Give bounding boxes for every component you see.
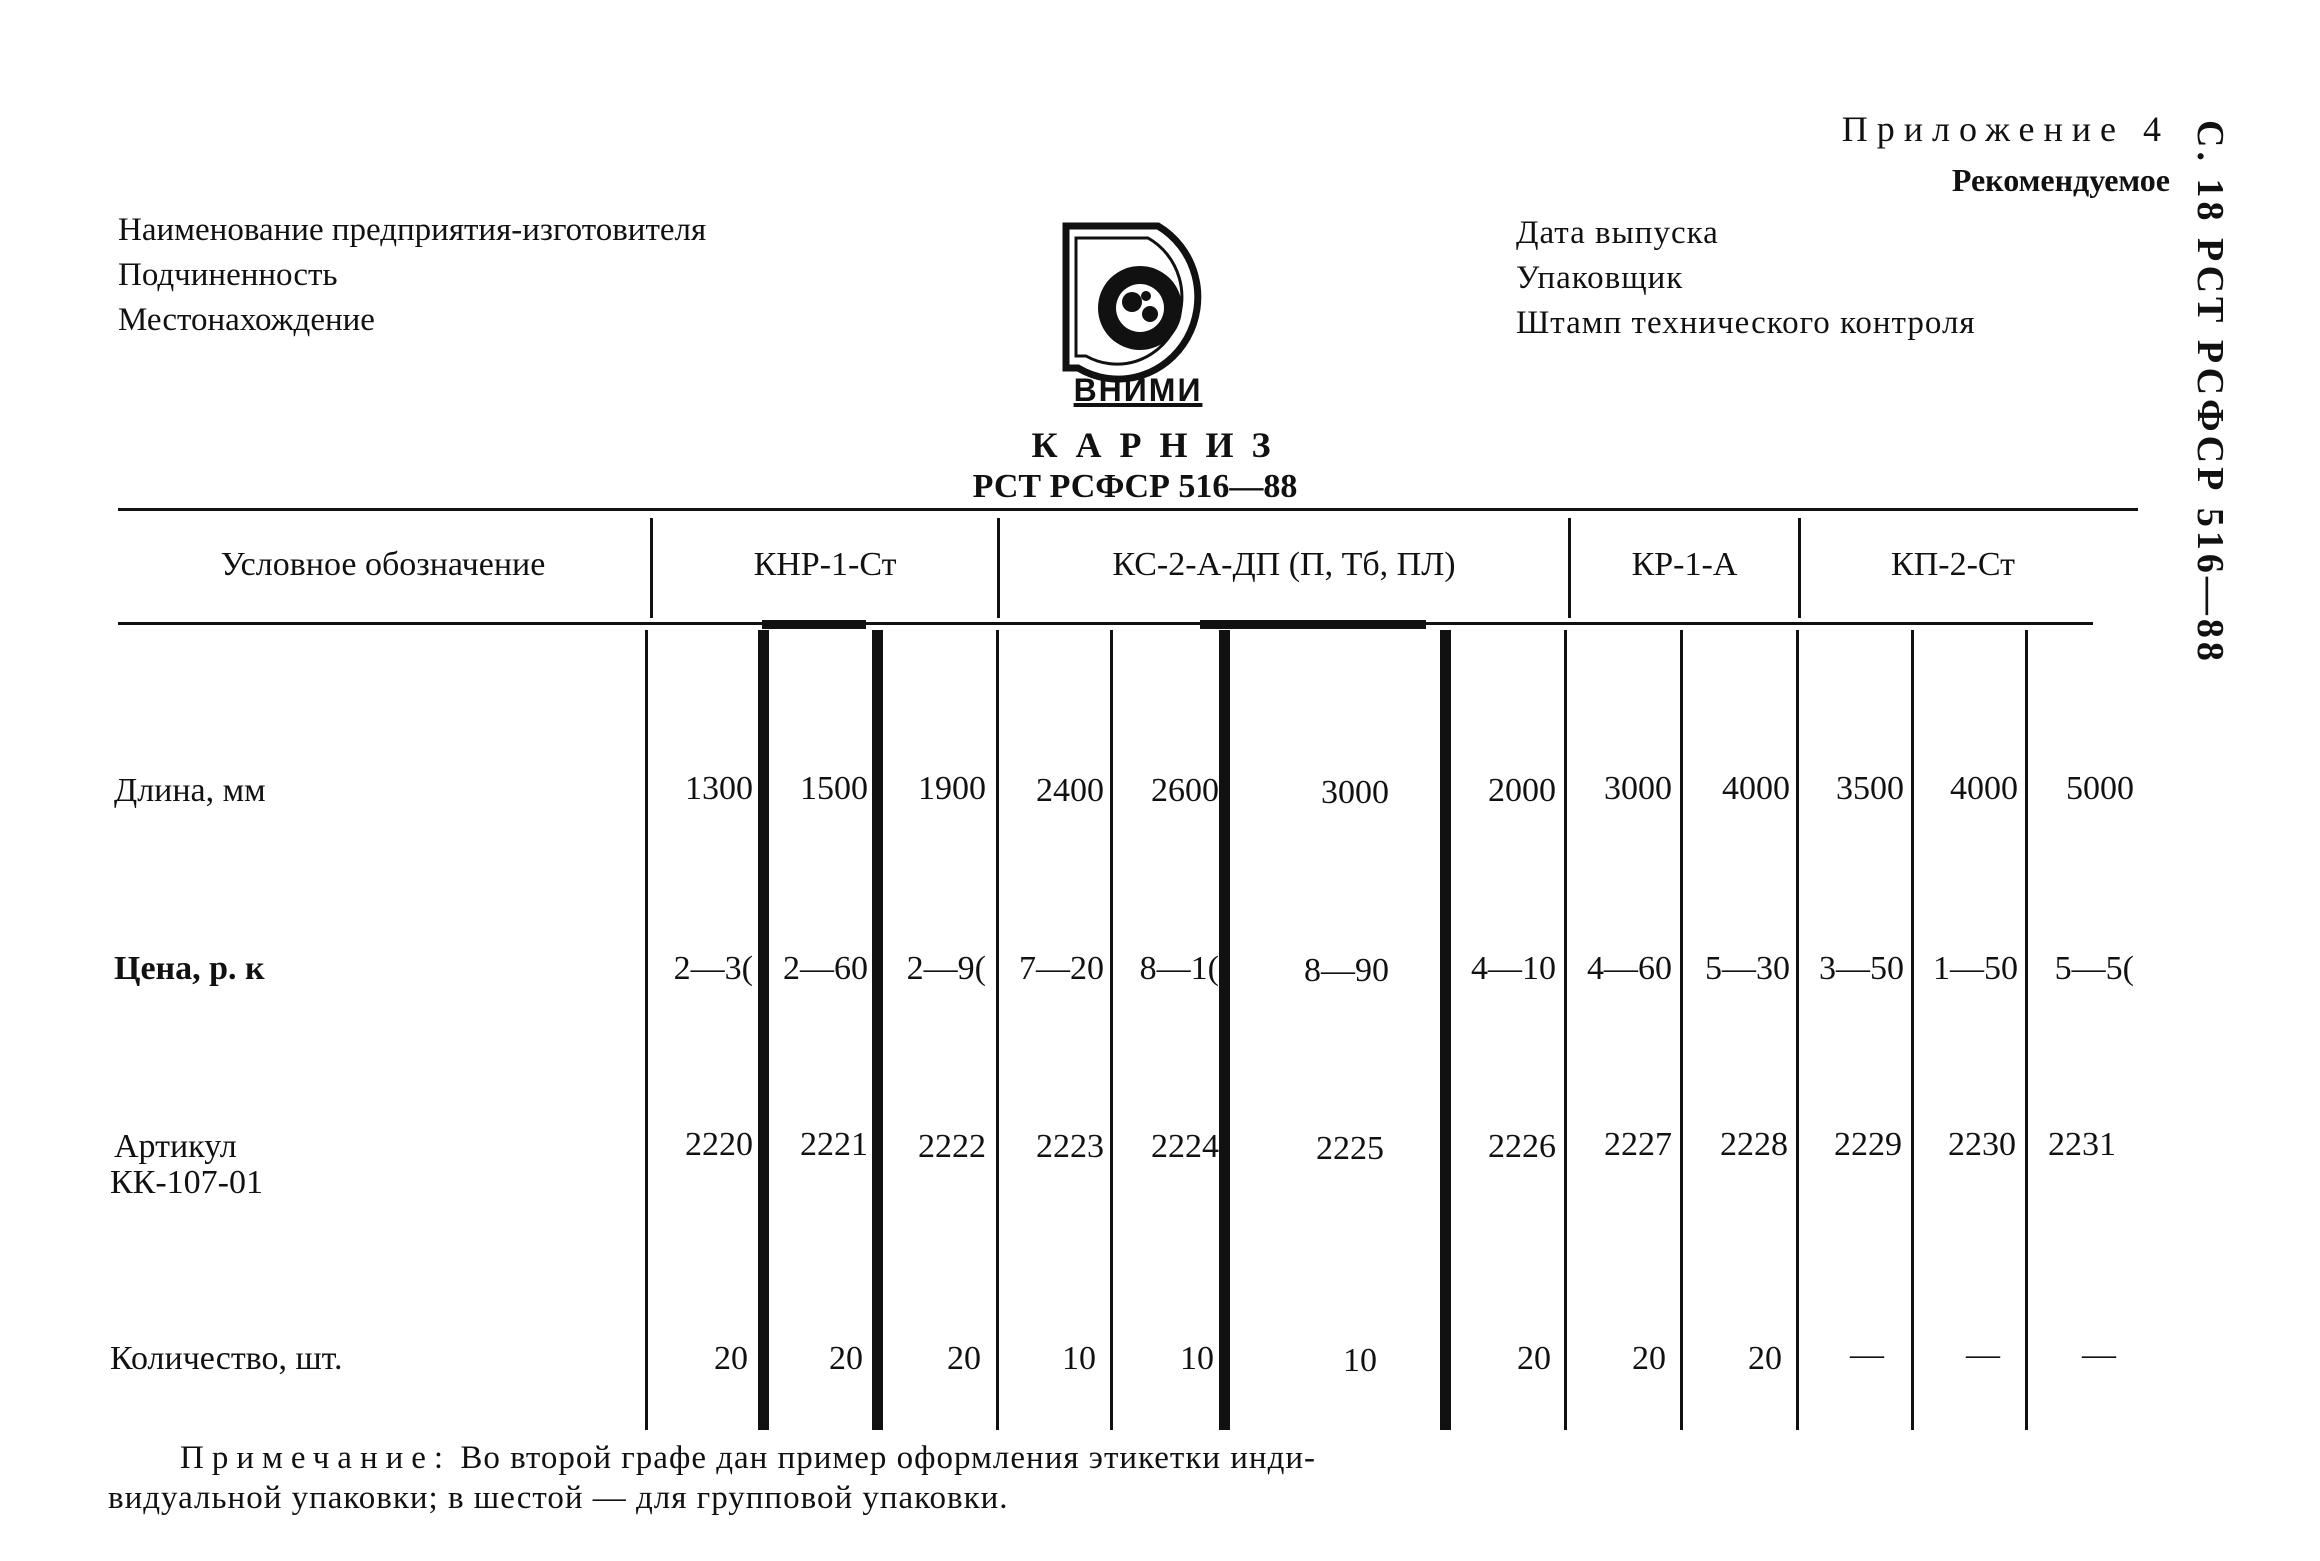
row-label-quantity: Количество, шт.	[110, 1340, 343, 1377]
row-label-length: Длина, мм	[114, 772, 266, 809]
row-label-article-code: КК-107-01	[110, 1164, 263, 1201]
table-cell: 2224	[1151, 1128, 1219, 1165]
table-cell: 4000	[1722, 770, 1790, 807]
table-cell: 2225	[1316, 1130, 1384, 1167]
table-cell: 1—50	[1933, 950, 2018, 987]
table-cell: 2228	[1720, 1126, 1788, 1163]
table-cell: 5—5(	[2054, 950, 2134, 987]
table-cell: 4—60	[1587, 950, 1672, 987]
row-label-article: Артикул	[114, 1128, 237, 1165]
table-cell: 3000	[1321, 774, 1389, 811]
table-cell: 8—1(	[1139, 950, 1219, 987]
table-cell: 3000	[1604, 770, 1672, 807]
table-cell: 10	[1343, 1342, 1377, 1379]
column-separator	[1110, 630, 1113, 1430]
thick-column-separator	[1219, 630, 1230, 1430]
table-cell: 3500	[1836, 770, 1904, 807]
thick-column-separator	[1440, 630, 1451, 1430]
subordination-label: Подчиненность	[118, 257, 338, 293]
table-top-rule	[118, 508, 2138, 511]
table-cell: 2231	[2048, 1126, 2116, 1163]
table-cell: 2220	[685, 1126, 753, 1163]
table-header-rule	[118, 622, 2093, 625]
table-cell: 10	[1180, 1340, 1214, 1377]
column-separator	[2025, 630, 2028, 1430]
table-cell: 2227	[1604, 1126, 1672, 1163]
thick-column-separator	[872, 630, 883, 1430]
column-separator	[1564, 630, 1567, 1430]
packer-label: Упаковщик	[1516, 260, 1684, 296]
column-separator	[1911, 630, 1914, 1430]
table-cell: 20	[1748, 1340, 1782, 1377]
table-cell: 2000	[1488, 772, 1556, 809]
release-date-label: Дата выпуска	[1516, 215, 1719, 251]
note-line-2: видуальной упаковки; в шестой — для групповой упаковки.	[108, 1480, 1009, 1516]
table-cell: 1900	[918, 770, 986, 807]
table-cell: 2—3(	[673, 950, 753, 987]
table-cell: 7—20	[1019, 950, 1104, 987]
table-cell: 1500	[800, 770, 868, 807]
table-cell: 1300	[685, 770, 753, 807]
table-cell: 20	[947, 1340, 981, 1377]
table-cell: 2—60	[783, 950, 868, 987]
table-cell: —	[1966, 1336, 2000, 1373]
table-cell: 3—50	[1819, 950, 1904, 987]
logo	[1048, 218, 1228, 418]
manufacturer-label: Наименование предприятия-изготовителя	[118, 212, 707, 248]
note	[180, 1440, 1316, 1477]
header-separator	[650, 518, 653, 618]
header-separator	[1568, 518, 1571, 618]
note-line-1: Во второй графе дан пример оформления этикетки инди-	[451, 1440, 1317, 1476]
table-cell: 2221	[800, 1126, 868, 1163]
column-separator	[1796, 630, 1799, 1430]
appendix-subtitle: Рекомендуемое	[1951, 162, 2170, 198]
table-cell: 2—9(	[906, 950, 986, 987]
group-header-4: КП-2-Ст	[1891, 546, 2015, 583]
table-cell: 5000	[2066, 770, 2134, 807]
table-cell: 2222	[918, 1128, 986, 1165]
thick-column-separator	[758, 630, 769, 1430]
table-cell: 4000	[1950, 770, 2018, 807]
table-cell: 2223	[1036, 1128, 1104, 1165]
column-separator	[1680, 630, 1683, 1430]
header-separator	[1798, 518, 1801, 618]
highlight-bar	[1200, 620, 1426, 629]
table-cell: 5—30	[1705, 950, 1790, 987]
table-cell: 20	[1517, 1340, 1551, 1377]
header-separator	[997, 518, 1000, 618]
product-standard: РСТ РСФСР 516—88	[972, 468, 1298, 505]
location-label: Местонахождение	[118, 302, 375, 338]
highlight-bar	[762, 620, 866, 629]
appendix-title: Приложение 4	[1841, 109, 2170, 149]
table-cell: 2400	[1036, 772, 1104, 809]
note-prefix: Примечание:	[180, 1440, 452, 1476]
table-cell: 20	[714, 1340, 748, 1377]
table-cell: 4—10	[1471, 950, 1556, 987]
table-cell: 2226	[1488, 1128, 1556, 1165]
table-cell: 20	[829, 1340, 863, 1377]
group-header-2: КС-2-А-ДП (П, Тб, ПЛ)	[1112, 546, 1456, 583]
column-separator	[996, 630, 999, 1430]
header-label: Условное обозначение	[220, 546, 546, 583]
qc-stamp-label: Штамп технического контроля	[1516, 305, 1976, 341]
table-cell: 20	[1632, 1340, 1666, 1377]
side-header: С. 18 РСТ РСФСР 516—88	[2189, 120, 2231, 665]
table-cell: 2229	[1834, 1126, 1902, 1163]
row-label-price: Цена, р. к	[114, 950, 265, 987]
table-cell: 8—90	[1304, 952, 1389, 989]
product-name: КАРНИЗ	[1031, 425, 1289, 465]
table-cell: 2230	[1948, 1126, 2016, 1163]
table-cell: 2600	[1151, 772, 1219, 809]
table-cell: 10	[1062, 1340, 1096, 1377]
logo-text: ВНИМИ	[1073, 372, 1203, 408]
group-header-3: КР-1-А	[1631, 546, 1738, 583]
table-cell: —	[2082, 1336, 2116, 1373]
table-cell: —	[1850, 1336, 1884, 1373]
column-separator	[645, 630, 648, 1430]
group-header-1: КНР-1-Ст	[753, 546, 897, 583]
